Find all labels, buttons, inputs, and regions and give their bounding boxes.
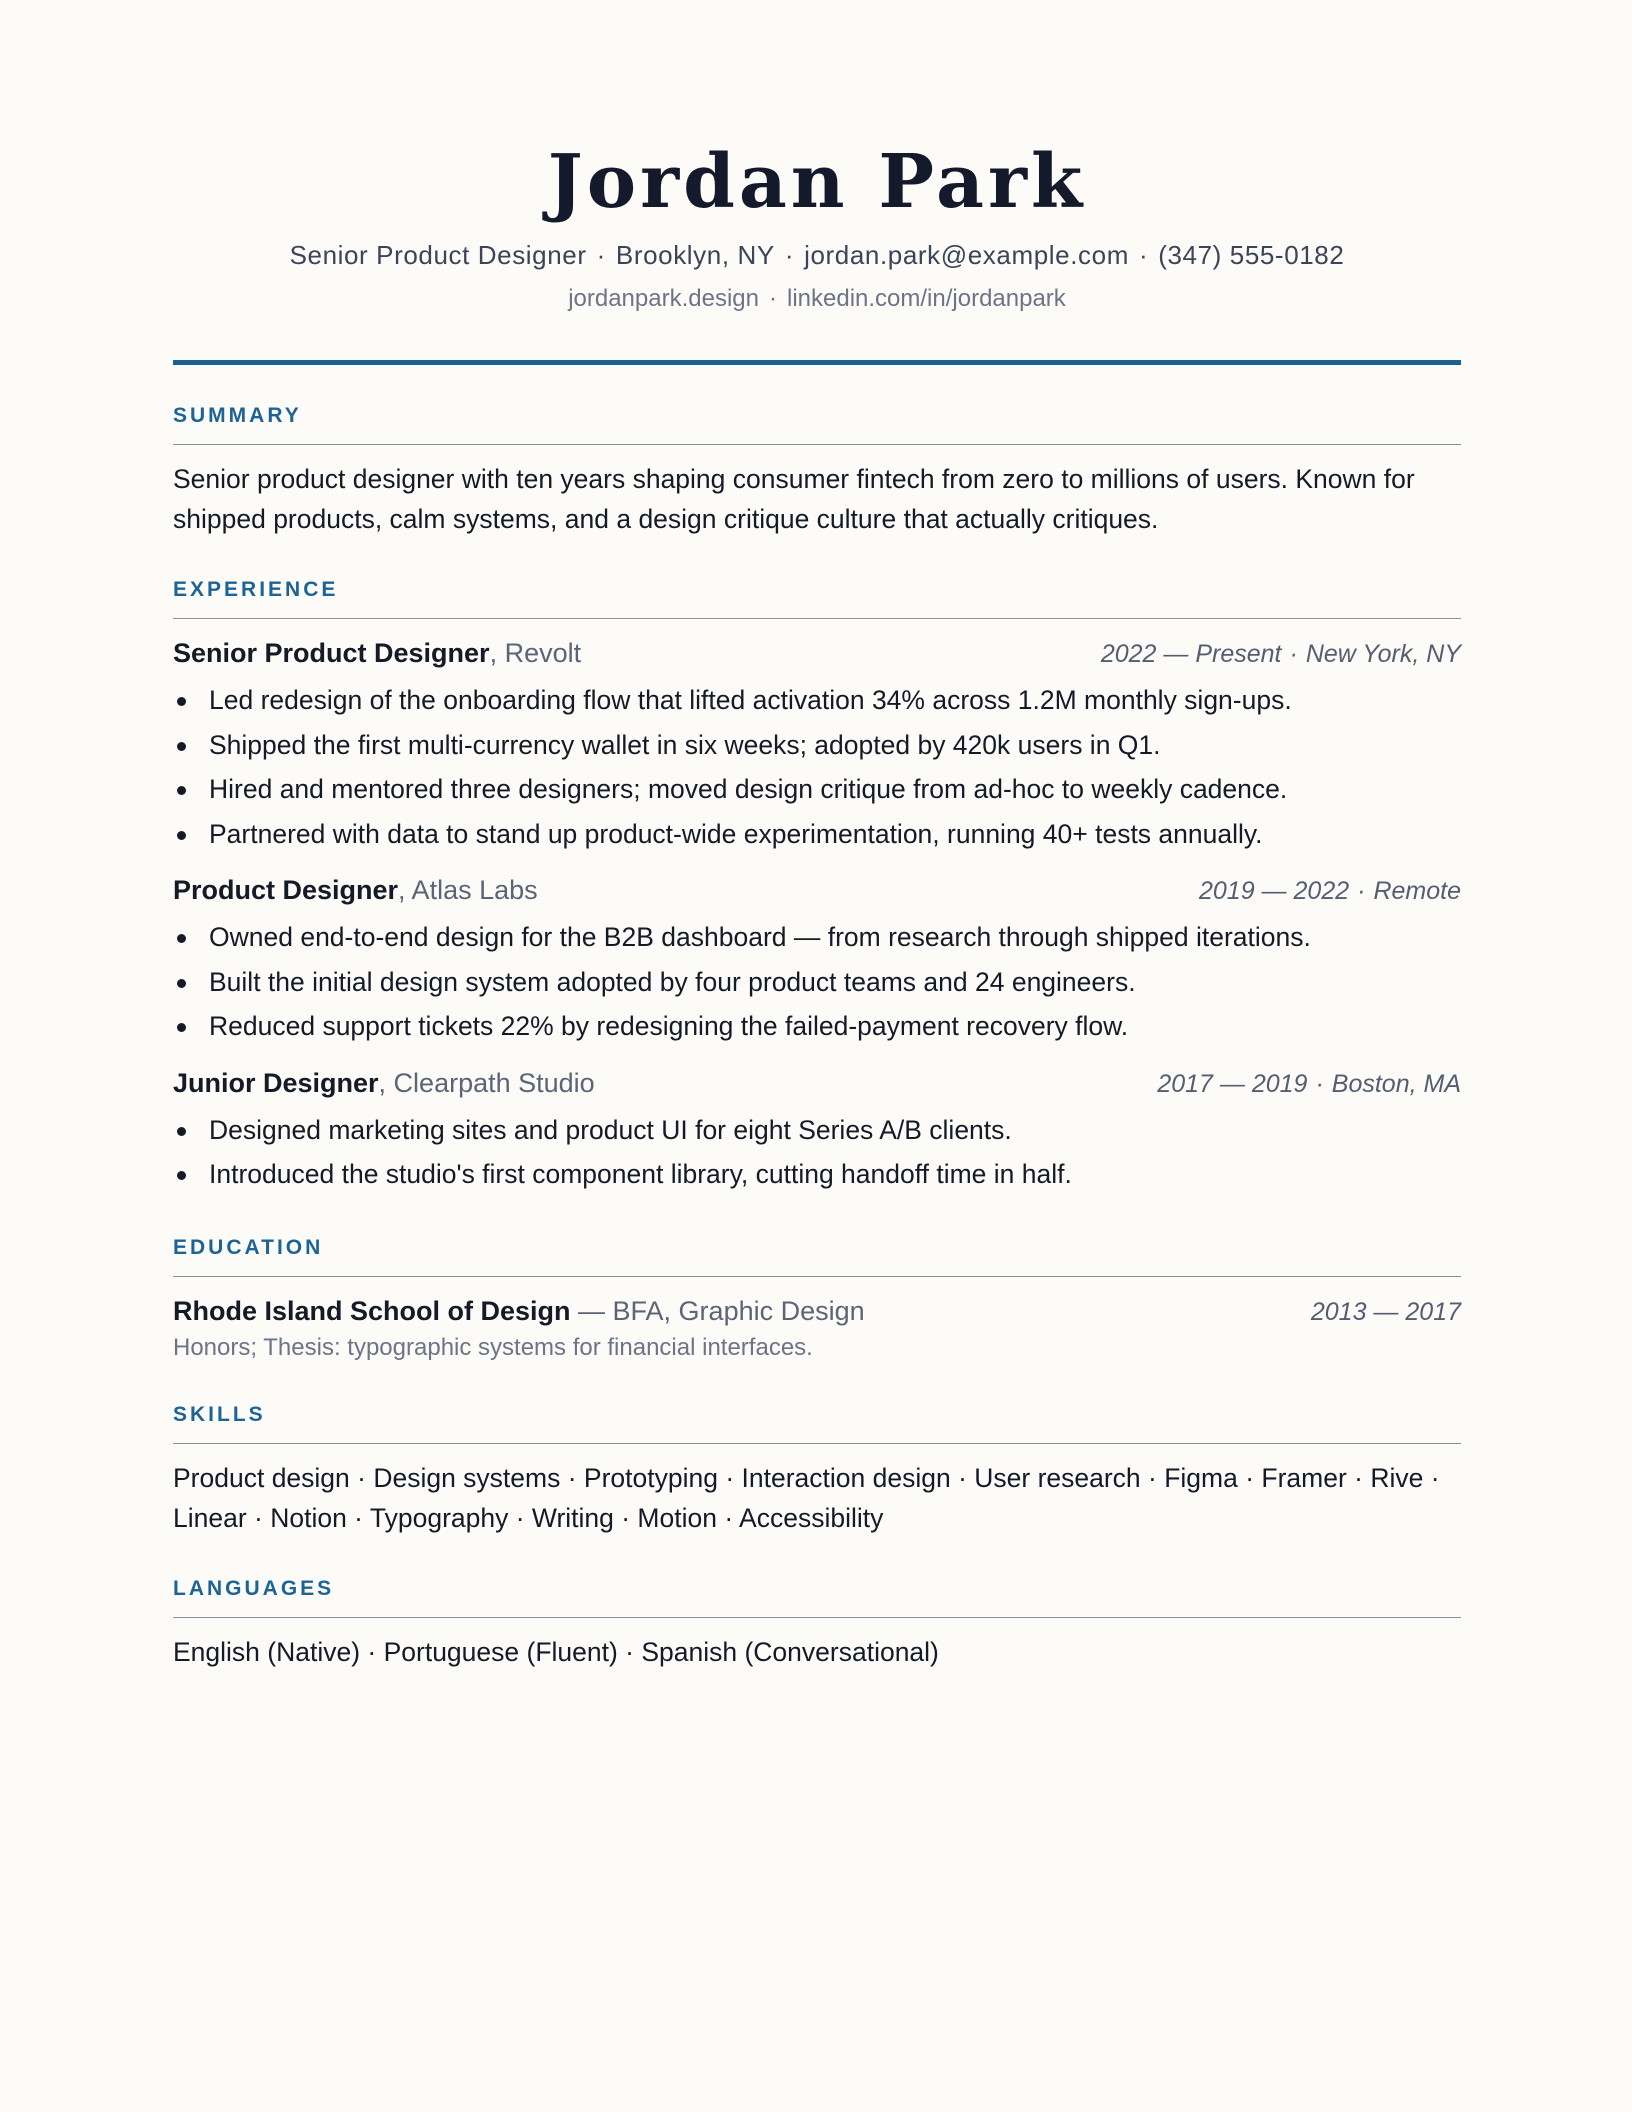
job-location: New York, NY	[1305, 640, 1461, 669]
separator: ·	[1357, 877, 1366, 906]
separator: ·	[784, 240, 795, 271]
section-title-languages: LANGUAGES	[173, 1576, 335, 1600]
skills-text: Product design · Design systems · Prototyping · Interaction design · User research · Figma · Framer · Rive · Linear · Notion · Typography · Writing · Motion · Accessibility	[173, 1462, 1440, 1533]
section-divider	[173, 618, 1461, 619]
list-item: Partnered with data to stand up product-wide experimentation, running 40+ tests annually.	[173, 812, 1461, 857]
list-item: Built the initial design system adopted by four product teams and 24 engineers.	[173, 960, 1461, 1005]
separator: ·	[596, 240, 606, 271]
candidate-name: Jordan Park	[547, 139, 1087, 225]
section-divider	[173, 444, 1461, 445]
list-item: Reduced support tickets 22% by redesigning the failed-payment recovery flow.	[173, 1004, 1461, 1049]
languages-text: English (Native) · Portuguese (Fluent) · Spanish (Conversational)	[173, 1636, 939, 1667]
resume-header	[173, 140, 1461, 365]
section-title-skills: SKILLS	[173, 1402, 266, 1426]
list-item: Hired and mentored three designers; moved design critique from ad-hoc to weekly cadence.	[173, 767, 1461, 812]
job-role: Senior Product Designer	[173, 638, 490, 669]
portfolio-link[interactable]: jordanpark.design	[568, 284, 759, 312]
section-title-experience: EXPERIENCE	[173, 578, 339, 602]
experience-section	[173, 579, 1461, 1197]
job-entry	[173, 1063, 1461, 1197]
section-title-summary: SUMMARY	[173, 404, 302, 428]
job-entry	[173, 870, 1461, 1049]
school-name: Rhode Island School of Design	[173, 1295, 571, 1326]
job-bullets	[173, 678, 1461, 856]
separator: ·	[1315, 1069, 1324, 1098]
degree: — BFA, Graphic Design	[570, 1295, 865, 1326]
job-location: Boston, MA	[1331, 1069, 1461, 1098]
section-divider	[173, 1443, 1461, 1444]
contact-phone[interactable]: (347) 555-0182	[1158, 240, 1345, 271]
list-item: Led redesign of the onboarding flow that lifted activation 34% across 1.2M monthly sign-ups.	[173, 678, 1461, 723]
job-meta	[1199, 871, 1461, 911]
job-role: Junior Designer	[173, 1067, 379, 1098]
languages-section	[173, 1578, 1461, 1672]
list-item: Introduced the studio's first component library, cutting handoff time in half.	[173, 1152, 1461, 1197]
contact-line	[173, 239, 1461, 273]
section-title-education: EDUCATION	[173, 1235, 324, 1259]
section-divider	[173, 1276, 1461, 1277]
job-dates: 2019 — 2022	[1199, 877, 1350, 906]
resume-page	[173, 140, 1461, 1672]
skills-section	[173, 1404, 1461, 1538]
separator: ·	[768, 284, 777, 312]
job-bullets	[173, 1108, 1461, 1197]
summary-section	[173, 405, 1461, 539]
list-item: Designed marketing sites and product UI for eight Series A/B clients.	[173, 1108, 1461, 1153]
linkedin-link[interactable]: linkedin.com/in/jordanpark	[786, 284, 1066, 312]
links-line	[173, 283, 1461, 314]
job-meta	[1157, 1064, 1461, 1104]
job-header	[173, 633, 1461, 674]
education-note: Honors; Thesis: typographic systems for financial interfaces.	[173, 1333, 813, 1361]
job-role: Product Designer	[173, 875, 399, 906]
separator: ·	[1289, 640, 1298, 669]
contact-email[interactable]: jordan.park@example.com	[804, 240, 1129, 271]
list-item: Shipped the first multi-currency wallet in six weeks; adopted by 420k users in Q1.	[173, 723, 1461, 768]
job-header	[173, 870, 1461, 911]
job-entry	[173, 633, 1461, 856]
separator: ·	[1138, 240, 1149, 271]
job-company: , Atlas Labs	[398, 875, 538, 906]
job-company: , Clearpath Studio	[378, 1067, 595, 1098]
section-divider	[173, 1617, 1461, 1618]
job-location: Remote	[1373, 877, 1461, 906]
job-company: , Revolt	[489, 638, 582, 669]
contact-location: Brooklyn, NY	[615, 240, 775, 271]
education-header	[173, 1291, 1461, 1332]
education-section	[173, 1237, 1461, 1364]
job-dates: 2022 — Present	[1100, 640, 1282, 669]
contact-title: Senior Product Designer	[289, 240, 587, 271]
summary-text: Senior product designer with ten years shaping consumer fintech from zero to millions of users. Known for shipped products, calm systems, and a design critique culture that actually critiques.	[173, 464, 1415, 535]
list-item: Owned end-to-end design for the B2B dashboard — from research through shipped iterations.	[173, 915, 1461, 960]
header-divider	[173, 360, 1461, 365]
job-bullets	[173, 915, 1461, 1049]
job-meta	[1101, 634, 1461, 674]
education-dates: 2013 — 2017	[1310, 1297, 1461, 1326]
job-dates: 2017 — 2019	[1157, 1069, 1308, 1098]
job-header	[173, 1063, 1461, 1104]
